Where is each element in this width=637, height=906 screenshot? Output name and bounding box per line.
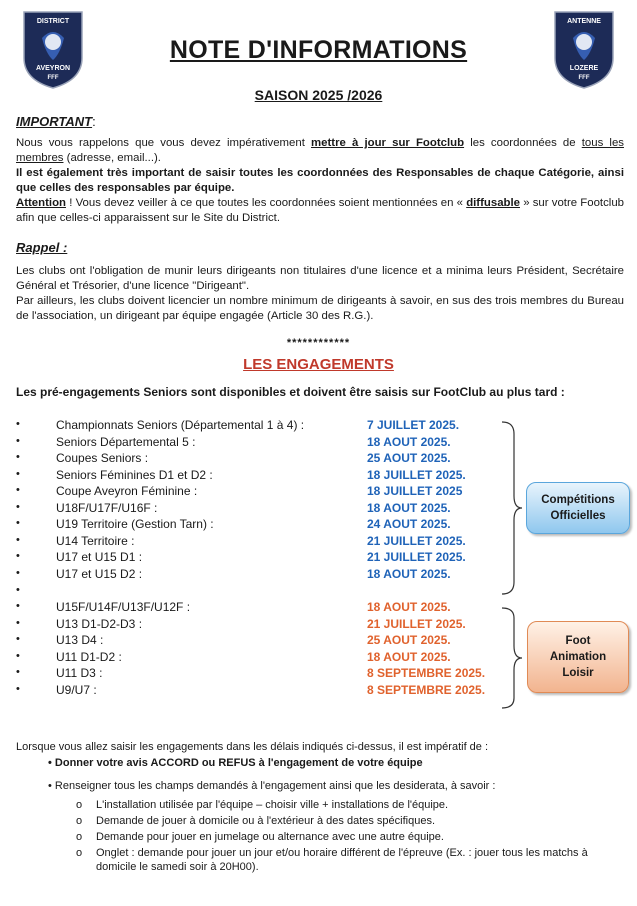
brace-loisir [500, 606, 524, 710]
important-paragraph-1 [16, 136, 624, 166]
row-category: U11 D1-D2 : [56, 649, 122, 664]
row-category: Seniors Féminines D1 et D2 : [56, 467, 213, 482]
p1-text-c: les coordonnées de [464, 137, 582, 149]
row-deadline: 18 AOUT 2025. [367, 566, 451, 581]
row-category: U15F/U14F/U13F/U12F : [56, 600, 191, 615]
row-category: U13 D1-D2-D3 : [56, 616, 143, 631]
row-category: Seniors Départemental 5 : [56, 434, 196, 449]
row-deadline: 7 JUILLET 2025. [367, 418, 460, 432]
row-category: U17 et U15 D2 : [56, 566, 143, 581]
engagement-row [0, 534, 637, 551]
engagement-row [0, 567, 637, 584]
p3-text-d: » sur votre Footclub afin que celles-ci apparaissent sur le Site du District. [16, 197, 624, 224]
sub-bullet: o [76, 831, 83, 843]
bottom-bullet-2-text: Renseigner tous les champs demandés à l'engagement ainsi que les desiderata, à savoir : [54, 780, 496, 792]
sub-item-1 [76, 798, 626, 812]
row-deadline: 24 AOUT 2025. [367, 517, 451, 532]
row-bullet: • [16, 566, 20, 579]
row-category: U13 D4 : [56, 633, 104, 648]
season-subtitle: SAISON 2025 /2026 [254, 87, 383, 103]
p1-text-a: Nous vous rappelons que vous devez impérativement [16, 137, 312, 149]
row-bullet: • [16, 550, 20, 563]
row-category: Championnats Seniors (Départemental 1 à 4) : [56, 418, 305, 432]
sub-bullet: o [76, 847, 83, 859]
logo-right-fff-text: FFF [578, 75, 590, 81]
row-bullet: • [16, 666, 20, 679]
sub-bullet: o [76, 799, 83, 811]
brace-officielles [500, 420, 524, 596]
row-bullet: • [16, 649, 20, 662]
sub-item-3 [76, 830, 626, 844]
sub-item-4 [76, 846, 626, 874]
important-heading-label: IMPORTANT [16, 114, 93, 129]
important-paragraph-3 [16, 196, 624, 226]
bottom-bullet-2 [48, 779, 495, 793]
engagement-row [0, 600, 637, 617]
bottom-bullet-2-dot: • [48, 780, 52, 792]
row-bullet: • [16, 500, 20, 513]
important-paragraph-2: Il est également très important de saisir toutes les coordonnées des Responsables de chaque Catégorie, ainsi que celles des responsables par équipe. [16, 167, 624, 194]
sub-text: Onglet : demande pour jouer un jour et/ou horaire différent de l'épreuve (Ex. : jouer tous les matchs à domicile le samedi soir à 20H00). [96, 847, 588, 873]
competitions-officielles-box [526, 482, 630, 534]
row-deadline: 21 JUILLET 2025. [367, 550, 466, 565]
sub-text: Demande de jouer à domicile ou à l'extérieur à des dates spécifiques. [96, 815, 436, 827]
row-category: U11 D3 : [56, 666, 103, 681]
important-heading [16, 114, 96, 129]
row-bullet: • [16, 467, 20, 480]
row-deadline: 25 AOUT 2025. [367, 633, 451, 648]
engagement-row [0, 584, 637, 601]
bottom-bullet-1 [48, 756, 423, 770]
row-category: Coupe Aveyron Féminine : [56, 484, 198, 499]
bottom-bullet-1-text: Donner votre avis ACCORD ou REFUS à l'engagement de votre équipe [54, 757, 423, 769]
bottom-bullet-1-dot: • [48, 757, 52, 769]
row-deadline: 18 AOUT 2025. [367, 500, 451, 515]
p3-attention: Attention [16, 197, 66, 209]
row-bullet: • [16, 484, 20, 497]
sub-item-2 [76, 814, 626, 828]
logo-left-fff-text: FFF [47, 75, 59, 81]
rappel-paragraph-2: Par ailleurs, les clubs doivent licencier un nombre minimum de dirigeants à savoir, en sus des trois membres du Bureau de l'association, un dirigeant par équipe engagée (Article 30 des R.G.). [16, 295, 624, 322]
row-deadline: 21 JUILLET 2025. [367, 616, 466, 631]
p1-text-e: (adresse, email...). [63, 152, 161, 164]
important-heading-colon: : [92, 114, 96, 129]
row-category: Coupes Seniors : [56, 451, 149, 466]
logo-left-bottom-text: AVEYRON [35, 65, 71, 72]
row-bullet: • [16, 682, 20, 695]
row-bullet: • [16, 418, 20, 430]
row-bullet: • [16, 517, 20, 530]
engagement-row [0, 418, 637, 435]
sub-text: Demande pour jouer en jumelage ou alternance avec une autre équipe. [96, 831, 444, 843]
engagement-row [0, 435, 637, 452]
box-blue-line1: Compétitions [541, 494, 615, 506]
row-deadline: 8 SEPTEMBRE 2025. [367, 666, 486, 681]
row-deadline: 18 AOUT 2025. [367, 600, 451, 615]
row-bullet: • [16, 451, 20, 464]
row-bullet: • [16, 633, 20, 646]
p1-text-members: tous les membres [16, 137, 624, 164]
sub-text: L'installation utilisée par l'équipe – choisir ville + installations de l'équipe. [96, 799, 449, 811]
foot-animation-loisir-box [527, 621, 629, 693]
row-bullet: • [16, 600, 20, 613]
row-deadline: 18 JUILLET 2025 [367, 484, 463, 499]
page-title: NOTE D'INFORMATIONS [169, 36, 468, 64]
rappel-heading: Rappel : [16, 240, 68, 255]
p1-text-footclub: mettre à jour sur Footclub [311, 137, 465, 149]
p3-text-b: ! Vous devez veiller à ce que toutes les coordonnées soient mentionnées en « [65, 197, 467, 209]
row-category: U14 Territoire : [56, 533, 135, 548]
row-deadline: 18 JUILLET 2025. [367, 467, 466, 482]
box-orange-line1: Foot [565, 635, 591, 647]
row-bullet: • [16, 434, 20, 447]
row-bullet: • [16, 616, 20, 629]
separator-stars: ************ [286, 337, 351, 349]
box-orange-line2: Animation [549, 651, 607, 663]
row-deadline: 8 SEPTEMBRE 2025. [367, 682, 486, 697]
logo-left-top-text: DISTRICT [36, 18, 70, 25]
engagements-title: LES ENGAGEMENTS [243, 356, 394, 373]
engagement-row [0, 451, 637, 468]
row-deadline: 18 AOUT 2025. [367, 649, 451, 664]
engagement-row [0, 550, 637, 567]
row-bullet: • [16, 583, 20, 596]
engagements-intro: Les pré-engagements Seniors sont disponibles et doivent être saisis sur FootClub au plus tard : [16, 385, 565, 399]
box-orange-line3: Loisir [562, 667, 594, 679]
row-deadline: 25 AOUT 2025. [367, 451, 451, 466]
row-category: U18F/U17F/U16F : [56, 500, 158, 515]
row-category: U19 Territoire (Gestion Tarn) : [56, 517, 214, 532]
rappel-paragraph-1: Les clubs ont l'obligation de munir leurs dirigeants non titulaires d'une licence et a minima leurs Président, Secrétaire Général et Trésorier, d'une licence "Dirigeant". [16, 265, 624, 292]
row-deadline: 18 AOUT 2025. [367, 434, 451, 449]
row-deadline: 21 JUILLET 2025. [367, 533, 466, 548]
p3-diffusable: diffusable [466, 197, 520, 209]
row-category: U9/U7 : [56, 682, 97, 697]
box-blue-line2: Officielles [550, 510, 606, 522]
row-bullet: • [16, 533, 20, 546]
sub-bullet: o [76, 815, 83, 827]
logo-right-bottom-text: LOZERE [569, 65, 599, 72]
row-category: U17 et U15 D1 : [56, 550, 143, 565]
logo-right-top-text: ANTENNE [567, 18, 601, 25]
bottom-intro: Lorsque vous allez saisir les engagements dans les délais indiqués ci-dessus, il est impératif de : [16, 741, 489, 753]
